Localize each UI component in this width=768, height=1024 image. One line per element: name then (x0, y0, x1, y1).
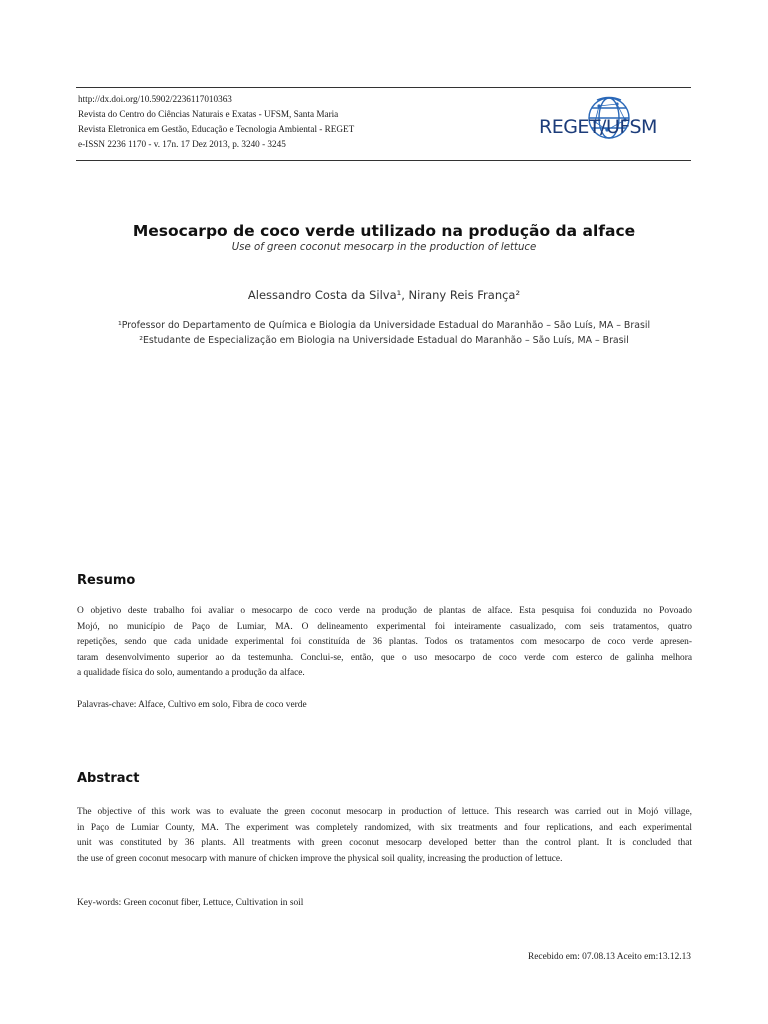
header-top-rule (76, 87, 691, 88)
resumo-line: a qualidade física do solo, aumentando a produção da alface. (77, 668, 305, 678)
abstract-line: the use of green coconut mesocarp with manure of chicken improve the physical soil quality, increasing the production of lettuce. (77, 853, 563, 864)
journal-line: Revista do Centro do Ciências Naturais e Exatas - UFSM, Santa Maria (78, 109, 339, 119)
abstract-line: in Paço de Lumiar County, MA. The experiment was completely randomized, with six treatments and four replications, and each experimental (77, 822, 692, 833)
article-authors: Alessandro Costa da Silva¹, Nirany Reis França² (247, 288, 521, 302)
resumo-line: repetições, sendo que cada unidade experimental foi constituída de 36 plantas. Todos os tratamentos com mesocarpo de coco verde apresen- (77, 637, 692, 647)
abstract-line: The objective of this work was to evaluate the green coconut mesocarp in production of lettuce. This research was carried out in Mojó village, (77, 807, 692, 817)
abstract-line: unit was constituted by 36 plants. All treatments with green coconut mesocarp developed better than the control plant. It is concluded that (77, 838, 692, 848)
resumo-line: O objetivo deste trabalho foi avaliar o mesocarpo de coco verde na produção de plantas de alface. Esta pesquisa foi conduzida no Povoado (77, 606, 692, 616)
abstract-body (77, 805, 692, 867)
resumo-line: Mojó, no município de Paço de Lumiar, MA. O delineamento experimental foi inteiramente casualizado, com seis tratamentos, quatro (77, 621, 692, 632)
received-accepted-dates: Recebido em: 07.08.13 Aceito em:13.12.13 (528, 952, 691, 962)
affiliation-2: ²Estudante de Especialização em Biologia na Universidade Estadual do Maranhão – São Luís, MA – Brasil (139, 335, 629, 346)
doi-link[interactable]: http://dx.doi.org/10.5902/2236117010363 (78, 94, 232, 104)
journal-header (78, 92, 518, 152)
affiliation-1: ¹Professor do Departamento de Química e Biologia da Universidade Estadual do Maranhão – São Luís, MA – Brasil (117, 320, 651, 331)
resumo-body (77, 604, 692, 682)
header-bottom-rule (76, 160, 691, 161)
abstract-heading: Abstract (77, 771, 140, 786)
resumo-keywords (77, 698, 692, 714)
article-subtitle: Use of green coconut mesocarp in the production of lettuce (231, 242, 537, 253)
keywords-text: Key-words: Green coconut fiber, Lettuce, Cultivation in soil (77, 898, 304, 908)
resumo-heading: Resumo (77, 573, 136, 588)
reget-ufsm-logo (537, 94, 677, 154)
logo-text: REGET/UFSM (539, 116, 657, 138)
keywords-text: Palavras-chave: Alface, Cultivo em solo, Fibra de coco verde (77, 700, 307, 710)
journal-name: Revista Eletronica em Gestão, Educação e Tecnologia Ambiental - REGET (78, 124, 355, 134)
article-title: Mesocarpo de coco verde utilizado na produção da alface (132, 222, 636, 240)
issn-volume: e-ISSN 2236 1170 - v. 17n. 17 Dez 2013, p. 3240 - 3245 (78, 139, 286, 149)
resumo-line: taram desenvolvimento superior ao da testemunha. Conclui-se, então, que o uso mesocarpo de coco verde com esterco de galinha melhora (77, 652, 692, 663)
abstract-keywords (77, 896, 692, 912)
